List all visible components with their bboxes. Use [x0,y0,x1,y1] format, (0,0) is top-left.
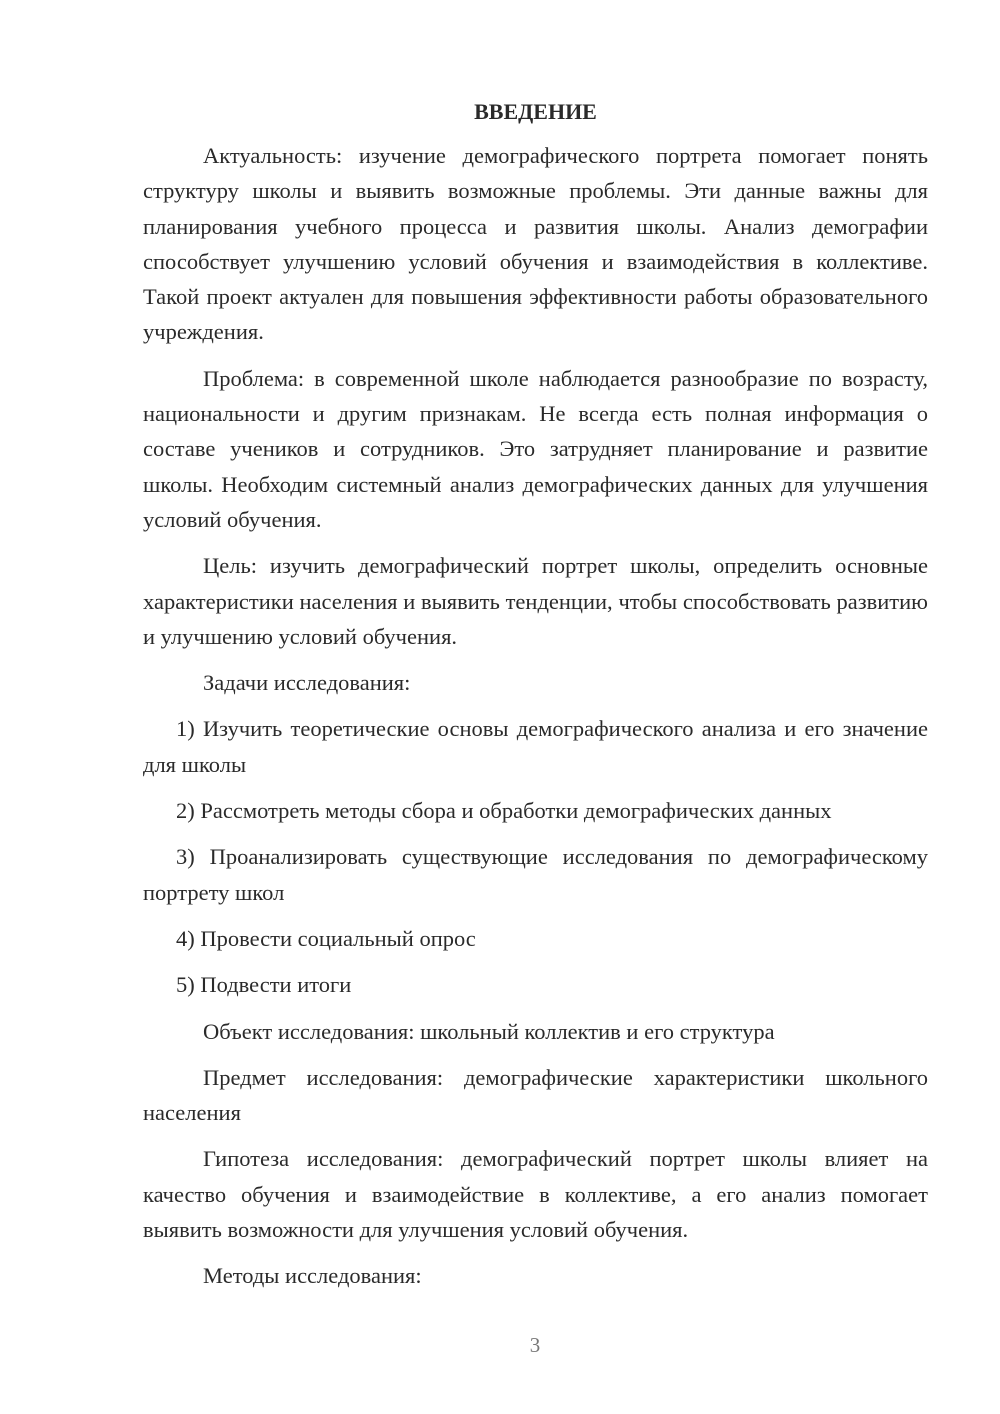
methods-heading: Методы исследования: [203,1263,422,1289]
paragraph-object: Объект исследования: школьный коллектив и его структура [203,1018,775,1044]
tasks-heading: Задачи исследования: [203,670,411,696]
paragraph-goal: Цель: изучить демографический портрет школы, определить основные характеристики населения и выявить тенденции, чтобы способствовать развитию и улучшению условий обучения. [143,553,928,649]
task-item-3: 3) Проанализировать существующие исследования по демографическому портрету школ [143,844,928,905]
paragraph-problem: Проблема: в современной школе наблюдается разнообразие по возрасту, национальности и другим признакам. Не всегда есть полная информация о составе учеников и сотрудников. Это затрудняет планирование и развитие школы. Необходим системный анализ демографических данных для улучшения условий обучения. [143,365,928,532]
task-item-5: 5) Подвести итоги [176,972,352,998]
task-item-2: 2) Рассмотреть методы сбора и обработки демографических данных [176,798,832,824]
page-title: ВВЕДЕНИЕ [474,99,597,124]
task-item-1: 1) Изучить теоретические основы демографического анализа и его значение для школы [143,716,928,777]
paragraph-relevance: Актуальность: изучение демографического портрета помогает понять структуру школы и выявить возможные проблемы. Эти данные важны для планирования учебного процесса и развития школы. Анализ демографии способствует улучшению условий обучения и взаимодействия в коллективе. Такой проект актуален для повышения эффективности работы образовательного учреждения. [143,143,928,345]
page-number: 3 [529,1333,541,1357]
paragraph-subject: Предмет исследования: демографические характеристики школьного населения [143,1064,928,1126]
paragraph-hypothesis: Гипотеза исследования: демографический портрет школы влияет на качество обучения и взаимодействие в коллективе, а его анализ помогает выявить возможности для улучшения условий обучения. [143,1146,928,1243]
document-page [143,94,928,1294]
task-item-4: 4) Провести социальный опрос [176,925,476,951]
